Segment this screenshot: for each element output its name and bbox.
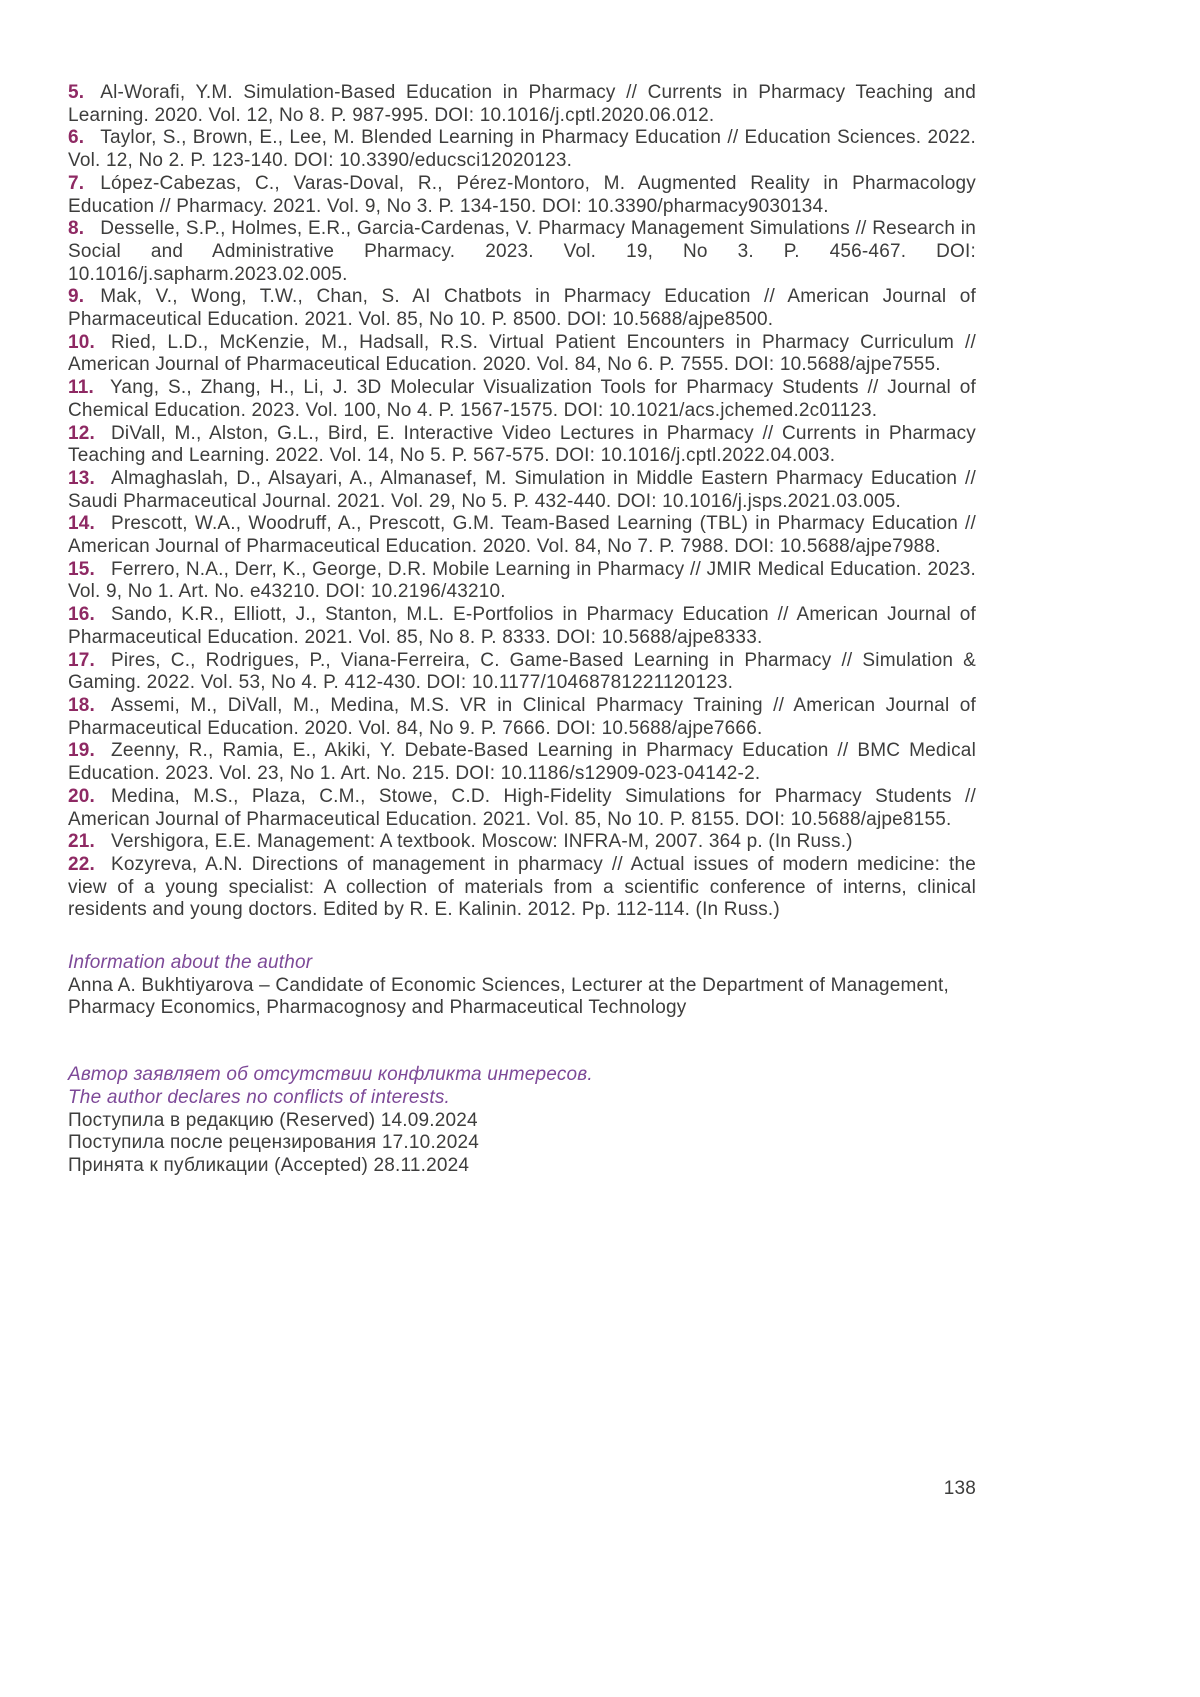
reference-number: 10. xyxy=(68,331,96,353)
revised-date: Поступила после рецензирования 17.10.2024 xyxy=(68,1132,479,1154)
page-number: 138 xyxy=(943,1478,976,1499)
reference-item xyxy=(68,740,976,785)
reference-number: 19. xyxy=(68,740,96,762)
reference-item xyxy=(68,377,976,422)
reference-number: 12. xyxy=(68,422,96,444)
reference-item xyxy=(68,604,976,649)
reference-text: Al-Worafi, Y.M. Simulation-Based Education in Pharmacy // Currents in Pharmacy Teaching and Learning. 2020. Vol. 12, No 8. P. 987-995. DOI: 10.1016/j.cptl.2020.06.012. xyxy=(68,82,976,126)
reference-number: 14. xyxy=(68,513,96,535)
reference-item xyxy=(68,286,976,331)
reference-text: Vershigora, E.E. Management: A textbook. Moscow: INFRA-M, 2007. 364 p. (In Russ.) xyxy=(111,831,853,853)
received-date: Поступила в редакцию (Reserved) 14.09.2024 xyxy=(68,1109,478,1131)
reference-text: Zeenny, R., Ramia, E., Akiki, Y. Debate-Based Learning in Pharmacy Education // BMC Medical Education. 2023. Vol. 23, No 1. Art. No. 215. DOI: 10.1186/s12909-023-04142-2. xyxy=(68,740,976,785)
reference-text: Ried, L.D., McKenzie, M., Hadsall, R.S. Virtual Patient Encounters in Pharmacy Curriculum // American Journal of Pharmaceutical Education. 2020. Vol. 84, No 6. P. 7555. DOI: 10.5688/ajpe7555. xyxy=(68,331,976,376)
reference-number: 11. xyxy=(68,377,94,399)
reference-number: 8. xyxy=(68,218,85,240)
reference-number: 13. xyxy=(68,467,96,489)
reference-number: 16. xyxy=(68,604,96,626)
reference-text: Kozyreva, A.N. Directions of management in pharmacy // Actual issues of modern medicine: the view of a young specialist: A collection of materials from a scientific conference of interns, clinical residents and young doctors. Edited by R. E. Kalinin. 2012. Pp. 112-114. (In Russ.) xyxy=(68,853,976,921)
reference-item xyxy=(68,173,976,218)
accepted-date: Принята к публикации (Accepted) 28.11.2024 xyxy=(68,1154,470,1176)
reference-number: 6. xyxy=(68,127,85,149)
author-section xyxy=(68,952,976,1020)
reference-number: 18. xyxy=(68,694,96,716)
reference-number: 21. xyxy=(68,831,96,853)
reference-item xyxy=(68,559,976,604)
reference-text: DiVall, M., Alston, G.L., Bird, E. Interactive Video Lectures in Pharmacy // Currents in Pharmacy Teaching and Learning. 2022. Vol. 14, No 5. P. 567-575. DOI: 10.1016/j.cptl.2022.04.003. xyxy=(68,422,976,467)
reference-number: 9. xyxy=(68,286,85,308)
reference-text: Desselle, S.P., Holmes, E.R., Garcia-Cardenas, V. Pharmacy Management Simulations // Research in Social and Administrative Pharmacy. 2023. Vol. 19, No 3. P. 456-467. DOI: 10.1016/j.sapharm.2023.02.005. xyxy=(68,218,976,285)
document-page-content xyxy=(68,82,976,1178)
reference-item xyxy=(68,650,976,695)
article-dates-block xyxy=(68,1064,976,1178)
reference-item xyxy=(68,218,976,286)
reference-text: Mak, V., Wong, T.W., Chan, S. AI Chatbots in Pharmacy Education // American Journal of Pharmaceutical Education. 2021. Vol. 85, No 10. P. 8500. DOI: 10.5688/ajpe8500. xyxy=(68,286,976,331)
reference-text: Assemi, M., DiVall, M., Medina, M.S. VR in Clinical Pharmacy Training // American Journal of Pharmaceutical Education. 2020. Vol. 84, No 9. P. 7666. DOI: 10.5688/ajpe7666. xyxy=(68,694,976,739)
reference-item xyxy=(68,82,976,127)
reference-text: López-Cabezas, C., Varas-Doval, R., Pérez-Montoro, M. Augmented Reality in Pharmacology Education // Pharmacy. 2021. Vol. 9, No 3. P. 134-150. DOI: 10.3390/pharmacy9030134. xyxy=(68,172,976,217)
reference-text: Taylor, S., Brown, E., Lee, M. Blended Learning in Pharmacy Education // Education Sciences. 2022. Vol. 12, No 2. P. 123-140. DOI: 10.3390/educsci12020123. xyxy=(68,127,976,172)
reference-number: 7. xyxy=(68,172,85,194)
reference-text: Sando, K.R., Elliott, J., Stanton, M.L. E-Portfolios in Pharmacy Education // American Journal of Pharmaceutical Education. 2021. Vol. 85, No 8. P. 8333. DOI: 10.5688/ajpe8333. xyxy=(68,604,976,648)
reference-item xyxy=(68,786,976,831)
reference-number: 15. xyxy=(68,558,96,580)
author-info: Anna A. Bukhtiyarova – Candidate of Economic Sciences, Lecturer at the Department of Management, Pharmacy Economics, Pharmacognosy and Pharmaceutical Technology xyxy=(68,974,950,1019)
reference-item xyxy=(68,423,976,468)
reference-number: 22. xyxy=(68,853,96,875)
reference-number: 17. xyxy=(68,649,96,671)
reference-item xyxy=(68,127,976,172)
reference-item xyxy=(68,513,976,558)
reference-item xyxy=(68,831,976,854)
reference-text: Yang, S., Zhang, H., Li, J. 3D Molecular Visualization Tools for Pharmacy Students // Journal of Chemical Education. 2023. Vol. 100, No 4. P. 1567-1575. DOI: 10.1021/acs.jchemed.2c01123. xyxy=(68,377,976,421)
reference-item xyxy=(68,468,976,513)
conflict-statement-ru: Автор заявляет об отсутствии конфликта интересов. xyxy=(68,1064,593,1086)
reference-text: Medina, M.S., Plaza, C.M., Stowe, C.D. High-Fidelity Simulations for Pharmacy Students // American Journal of Pharmaceutical Education. 2021. Vol. 85, No 10. P. 8155. DOI: 10.5688/ajpe8155. xyxy=(68,785,976,830)
references-list xyxy=(68,82,976,922)
reference-number: 20. xyxy=(68,785,96,807)
reference-text: Almaghaslah, D., Alsayari, A., Almanasef, M. Simulation in Middle Eastern Pharmacy Education // Saudi Pharmaceutical Journal. 2021. Vol. 29, No 5. P. 432-440. DOI: 10.1016/j.jsps.2021.03.005. xyxy=(68,467,976,512)
reference-number: 5. xyxy=(68,82,85,103)
reference-item xyxy=(68,332,976,377)
conflict-statement-en: The author declares no conflicts of interests. xyxy=(68,1086,451,1108)
reference-item xyxy=(68,695,976,740)
reference-text: Ferrero, N.A., Derr, K., George, D.R. Mobile Learning in Pharmacy // JMIR Medical Education. 2023. Vol. 9, No 1. Art. No. e43210. DOI: 10.2196/43210. xyxy=(68,558,976,603)
reference-text: Pires, C., Rodrigues, P., Viana-Ferreira, C. Game-Based Learning in Pharmacy // Simulation & Gaming. 2022. Vol. 53, No 4. P. 412-430. DOI: 10.1177/10468781221120123. xyxy=(68,649,976,694)
author-section-heading: Information about the author xyxy=(68,952,313,974)
reference-item xyxy=(68,854,976,922)
reference-text: Prescott, W.A., Woodruff, A., Prescott, G.M. Team-Based Learning (TBL) in Pharmacy Education // American Journal of Pharmaceutical Education. 2020. Vol. 84, No 7. P. 7988. DOI: 10.5688/ajpe7988. xyxy=(68,513,976,558)
